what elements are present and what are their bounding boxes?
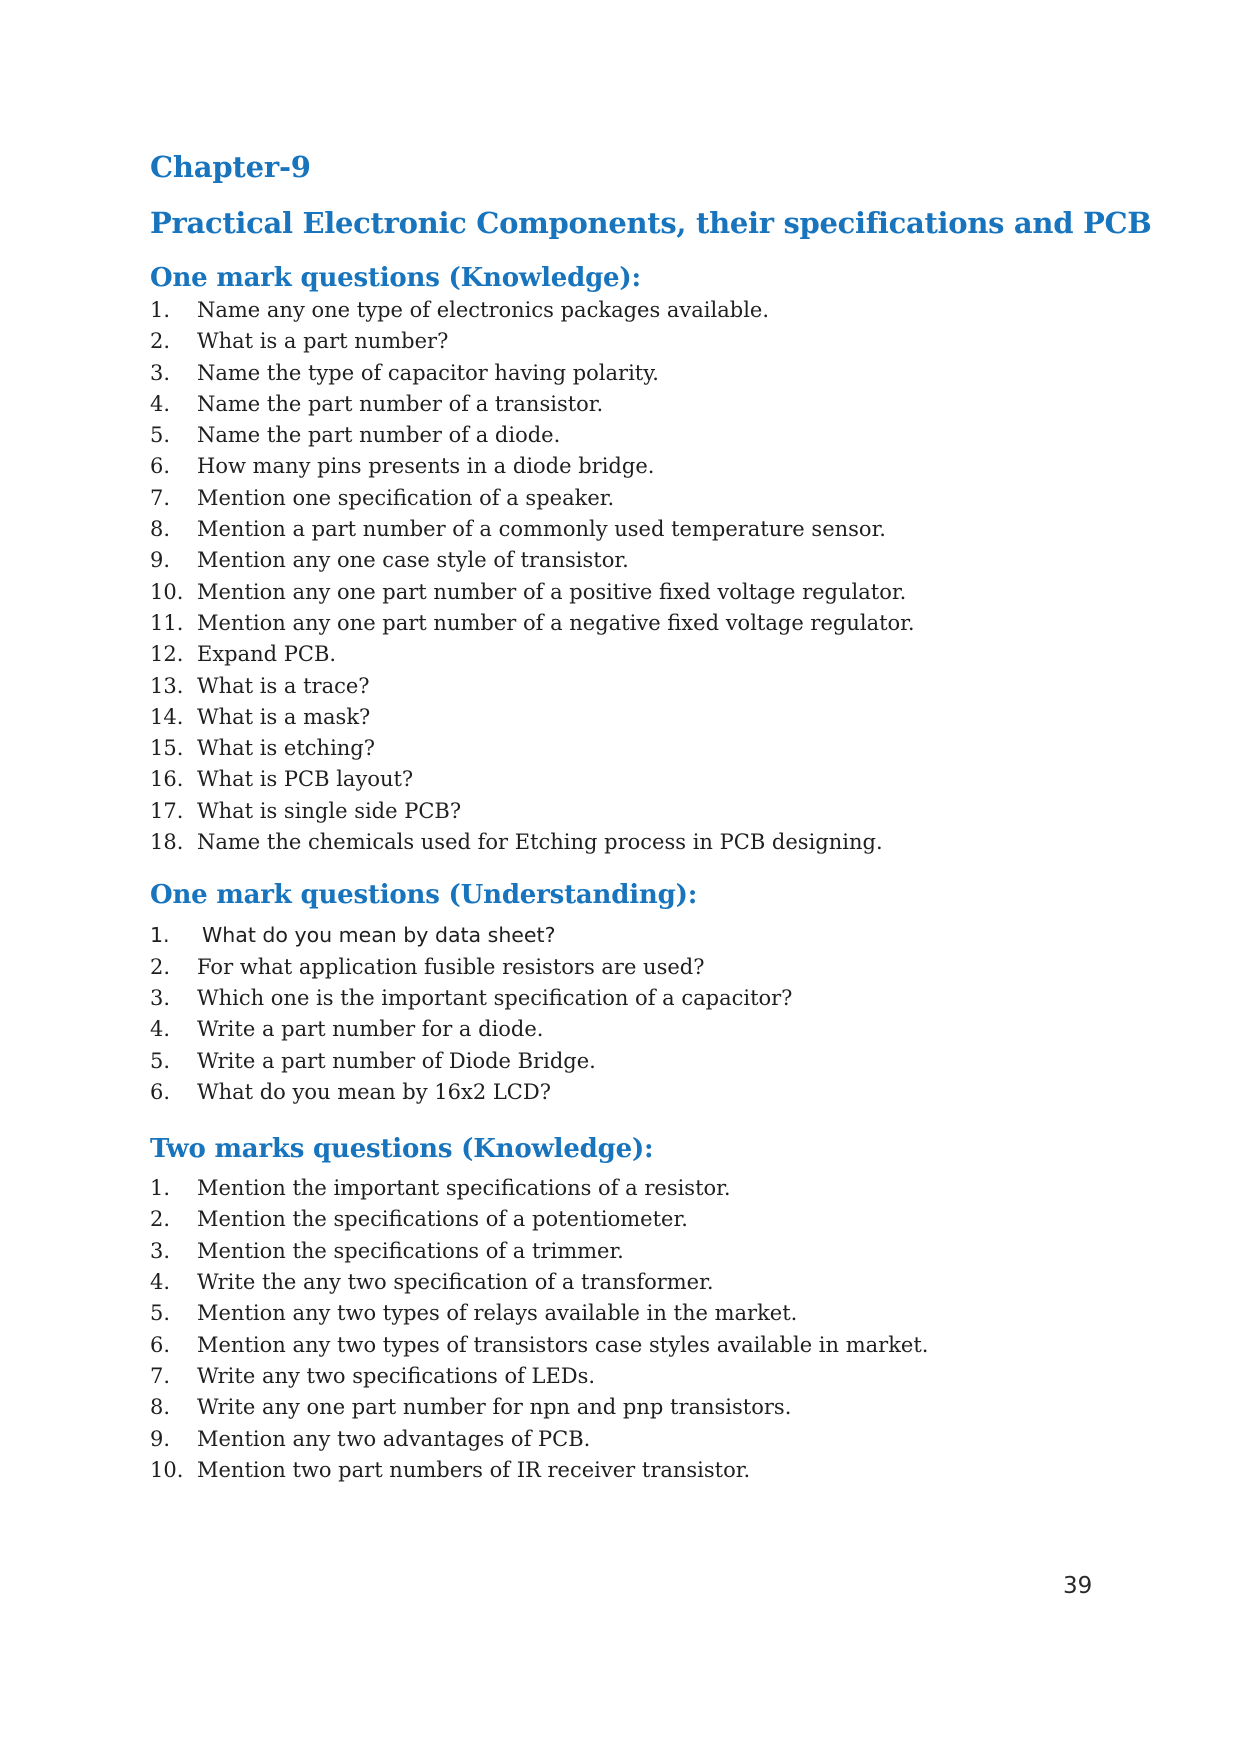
question-text: Mention one specification of a speaker. — [197, 485, 615, 510]
question-item — [150, 1330, 1155, 1361]
question-text: Name the chemicals used for Etching process in PCB designing. — [197, 830, 883, 855]
question-item — [150, 827, 1155, 858]
question-text: What is etching? — [197, 736, 376, 761]
question-number: 2. — [150, 329, 171, 354]
question-item — [150, 1392, 1155, 1423]
question-number: 10. — [150, 1457, 184, 1482]
question-item — [150, 1046, 1155, 1077]
question-text: Mention the specifications of a potentiometer. — [197, 1207, 688, 1232]
question-number: 5. — [150, 423, 171, 448]
question-number: 3. — [150, 985, 171, 1010]
question-text: What is PCB layout? — [197, 767, 414, 792]
question-item — [150, 545, 1155, 576]
question-number: 4. — [150, 1270, 171, 1295]
question-text: Write any two specifications of LEDs. — [197, 1363, 596, 1388]
question-text: Mention any two types of transistors case styles available in market. — [197, 1332, 929, 1357]
question-number: 8. — [150, 517, 171, 542]
question-list — [150, 920, 1155, 1108]
question-item — [150, 420, 1155, 451]
question-number: 9. — [150, 548, 171, 573]
question-number: 12. — [150, 642, 184, 667]
question-number: 8. — [150, 1395, 171, 1420]
question-item — [150, 1173, 1155, 1204]
question-item — [150, 733, 1155, 764]
question-item — [150, 952, 1155, 983]
page-number: 39 — [1063, 1573, 1093, 1599]
question-number: 1. — [150, 923, 170, 948]
question-text: What is a mask? — [197, 704, 371, 729]
question-number: 2. — [150, 954, 171, 979]
question-text: Write the any two specification of a transformer. — [197, 1270, 714, 1295]
question-item — [150, 1298, 1155, 1329]
question-number: 5. — [150, 1048, 171, 1073]
question-item — [150, 1424, 1155, 1455]
question-text: Mention any two advantages of PCB. — [197, 1426, 591, 1451]
question-text: What is a trace? — [197, 673, 370, 698]
question-number: 3. — [150, 1238, 171, 1263]
question-number: 1. — [150, 1176, 171, 1201]
question-text: What do you mean by data sheet? — [202, 923, 556, 948]
question-item — [150, 326, 1155, 357]
question-text: Mention the important specifications of a resistor. — [197, 1176, 731, 1201]
question-number: 4. — [150, 391, 171, 416]
question-item — [150, 702, 1155, 733]
question-text: Mention any one case style of transistor. — [197, 548, 629, 573]
question-text: For what application fusible resistors are used? — [197, 954, 705, 979]
question-item — [150, 1267, 1155, 1298]
question-item — [150, 389, 1155, 420]
section-heading: One mark questions (Knowledge): — [150, 263, 641, 293]
question-item — [150, 671, 1155, 702]
question-item — [150, 295, 1155, 326]
question-number: 9. — [150, 1426, 171, 1451]
question-item — [150, 1236, 1155, 1267]
question-section — [150, 1134, 1155, 1486]
question-number: 14. — [150, 704, 184, 729]
question-text: What is a part number? — [197, 329, 449, 354]
chapter-title: Practical Electronic Components, their specifications and PCB — [150, 206, 1152, 240]
question-item — [150, 1455, 1155, 1486]
question-text: Mention two part numbers of IR receiver transistor. — [197, 1457, 751, 1482]
question-text: What is single side PCB? — [197, 798, 462, 823]
question-item — [150, 1014, 1155, 1045]
question-text: Which one is the important specification of a capacitor? — [197, 985, 793, 1010]
question-text: Write any one part number for npn and pnp transistors. — [197, 1395, 792, 1420]
question-text: Mention any one part number of a negative fixed voltage regulator. — [197, 610, 915, 635]
question-text: What do you mean by 16x2 LCD? — [197, 1079, 551, 1104]
question-item — [150, 764, 1155, 795]
question-number: 11. — [150, 610, 184, 635]
question-item — [150, 1204, 1155, 1235]
question-section — [150, 880, 1155, 1108]
question-number: 7. — [150, 485, 171, 510]
question-item — [150, 358, 1155, 389]
question-number: 10. — [150, 579, 184, 604]
section-heading: Two marks questions (Knowledge): — [150, 1134, 654, 1165]
question-section — [150, 263, 1155, 858]
question-number: 13. — [150, 673, 184, 698]
question-item — [150, 920, 1155, 951]
question-text: Mention any one part number of a positive fixed voltage regulator. — [197, 579, 907, 604]
question-number: 15. — [150, 736, 184, 761]
question-item — [150, 1077, 1155, 1108]
question-sections — [150, 263, 1155, 1486]
question-text: Name the type of capacitor having polarity. — [197, 360, 659, 385]
question-text: Write a part number for a diode. — [197, 1017, 544, 1042]
question-number: 18. — [150, 830, 184, 855]
question-number: 5. — [150, 1301, 171, 1326]
question-text: Name any one type of electronics packages available. — [197, 298, 770, 322]
question-number: 4. — [150, 1017, 171, 1042]
section-heading: One mark questions (Understanding): — [150, 880, 698, 911]
question-number: 7. — [150, 1363, 171, 1388]
question-text: Name the part number of a diode. — [197, 423, 561, 448]
question-number: 3. — [150, 360, 171, 385]
question-number: 2. — [150, 1207, 171, 1232]
question-item — [150, 451, 1155, 482]
question-item — [150, 577, 1155, 608]
question-item — [150, 483, 1155, 514]
question-text: Write a part number of Diode Bridge. — [197, 1048, 596, 1073]
question-list — [150, 295, 1155, 858]
question-item — [150, 796, 1155, 827]
chapter-label: Chapter-9 — [150, 150, 311, 184]
question-text: Mention a part number of a commonly used temperature sensor. — [197, 517, 886, 542]
question-item — [150, 1361, 1155, 1392]
question-number: 17. — [150, 798, 184, 823]
question-text: Mention any two types of relays available in the market. — [197, 1301, 798, 1326]
page-content — [150, 149, 1155, 1486]
question-number: 6. — [150, 1079, 171, 1104]
question-item — [150, 514, 1155, 545]
question-item — [150, 639, 1155, 670]
question-text: Mention the specifications of a trimmer. — [197, 1238, 624, 1263]
question-number: 6. — [150, 454, 171, 479]
question-text: How many pins presents in a diode bridge. — [197, 454, 655, 479]
question-text: Expand PCB. — [197, 642, 337, 667]
question-number: 1. — [150, 298, 171, 322]
question-list — [150, 1173, 1155, 1486]
question-item — [150, 608, 1155, 639]
question-text: Name the part number of a transistor. — [197, 391, 604, 416]
question-number: 16. — [150, 767, 184, 792]
question-item — [150, 983, 1155, 1014]
question-number: 6. — [150, 1332, 171, 1357]
